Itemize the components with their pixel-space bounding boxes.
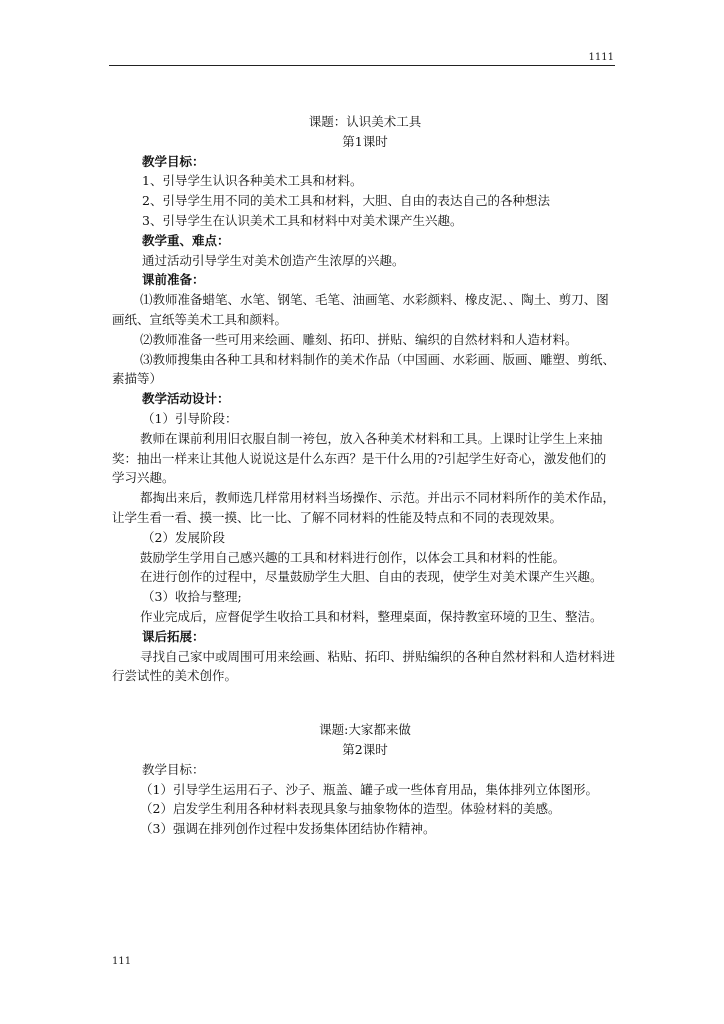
lesson1-prep-2: ⑵教师准备一些可用来绘画、雕刻、拓印、拼贴、编织的自然材料和人造材料。 — [140, 331, 578, 347]
lesson1-stage3: （3）收拾与整理; — [142, 589, 242, 605]
section-spacer — [112, 686, 618, 720]
lesson2-title: 课题:大家都来做 — [319, 722, 411, 738]
header-page-number: 1111 — [588, 52, 614, 63]
lesson1-period: 第1课时 — [342, 133, 388, 149]
lesson2-goal-2: （2）启发学生利用各种材料表现具象与抽象物体的造型。体验材料的美感。 — [140, 801, 561, 817]
lesson1-stage1: （1）引导阶段： — [142, 410, 238, 426]
lesson1-stage2-p1: 鼓励学生学用自己感兴趣的工具和材料进行创作，以体会工具和材料的性能。 — [140, 549, 566, 565]
lesson2-goal-1: （1）引导学生运用石子、沙子、瓶盖、罐子或一些体育用品，集体排列立体图形。 — [140, 781, 598, 797]
lesson1-goal-3: 3、引导学生在认识美术工具和材料中对美术课产生兴趣。 — [142, 212, 463, 228]
lesson2-goals-heading: 教学目标： — [142, 761, 205, 777]
lesson1-prep-heading: 课前准备： — [142, 272, 205, 288]
lesson1-title: 课题：认识美术工具 — [308, 114, 422, 129]
lesson1-stage1-p1: 教师在课前利用旧衣服自制一袴包，放入各种美术材料和工具。上课时让学生上来抽奖：抽出一样来让其他人说说这是什么东西？是干什么用的?引起学生好奇心，激发他们的学习兴趣。 — [112, 430, 607, 486]
lesson1-key-text: 通过活动引导学生对美术创造产生浓厚的兴趣。 — [142, 252, 405, 268]
lesson1-key-heading: 教学重、难点： — [142, 232, 230, 248]
lesson1-stage2: （2）发展阶段 — [142, 529, 225, 545]
lesson1-prep-3: ⑶教师搜集由各种工具和材料制作的美术作品（中国画、水彩画、版画、雕塑、剪纸、素描等） — [112, 351, 616, 387]
lesson1-ext-text: 寻找自己家中或周围可用来绘画、粘贴、拓印、拼贴编织的各种自然材料和人造材料进行尝试性的美术创作。 — [112, 648, 616, 684]
lesson2-goal-3: （3）强调在排列创作过程中发扬集体团结协作精神。 — [140, 821, 436, 837]
header-rule — [109, 65, 615, 66]
lesson1-stage2-p2: 在进行创作的过程中，尽量鼓励学生大胆、自由的表现，使学生对美术课产生兴趣。 — [140, 569, 603, 585]
lesson1-goals-heading: 教学目标： — [142, 153, 205, 169]
footer-page-number: 111 — [112, 956, 132, 967]
lesson1-prep-1: ⑴教师准备蜡笔、水笔、钢笔、毛笔、油画笔、水彩颜料、橡皮泥、、陶土、剪刀、图画纸、宣纸等美术工具和颜料。 — [112, 292, 609, 327]
lesson1-goal-1: 1、引导学生认识各种美术工具和材料。 — [142, 173, 363, 189]
lesson1-stage1-p2: 都掏出来后，教师选几样常用材料当场操作、示范。并出示不同材料所作的美术作品，让学生看一看、摸一摸、比一比、了解不同材料的性能及特点和不同的表现效果。 — [112, 490, 616, 525]
lesson1-activity-heading: 教学活动设计： — [142, 391, 230, 407]
lesson1-ext-heading: 课后拓展： — [142, 628, 205, 644]
lesson2-period: 第2课时 — [342, 741, 388, 757]
lesson1-goal-2: 2、引导学生用不同的美术工具和材料，大胆、自由的表达自己的各种想法 — [142, 193, 550, 209]
document-body — [112, 112, 618, 839]
lesson1-stage3-p1: 作业完成后，应督促学生收拾工具和材料，整理桌面，保持教室环境的卫生、整洁。 — [140, 608, 603, 624]
